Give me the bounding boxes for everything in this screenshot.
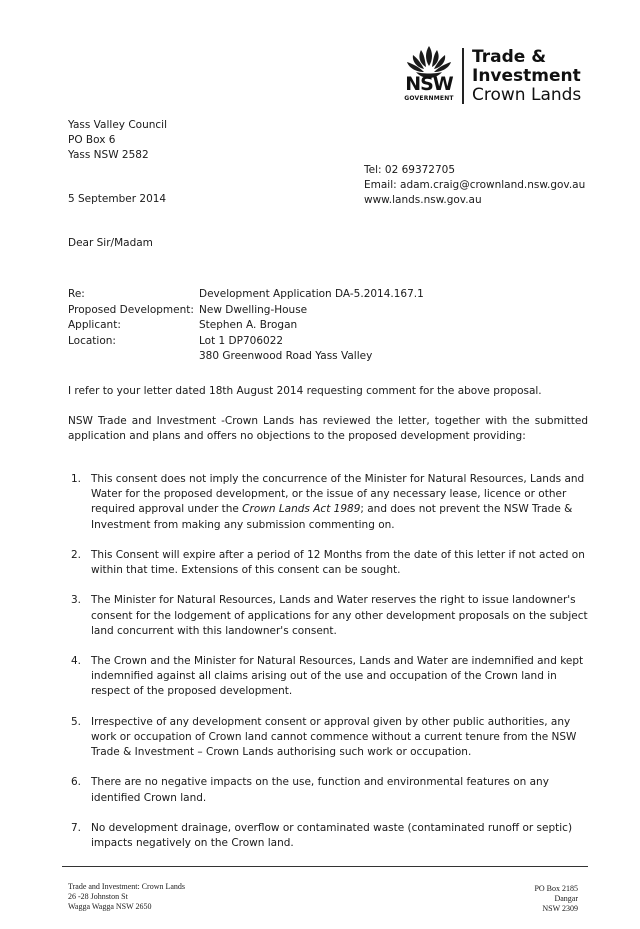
reference-label: Proposed Development:: [68, 303, 194, 316]
condition-number: 7.: [71, 821, 82, 834]
letter-date: 5 September 2014: [68, 193, 167, 205]
footer-line: NSW 2309: [542, 904, 578, 913]
salutation: Dear Sir/Madam: [68, 237, 153, 249]
condition-number: 3.: [71, 594, 82, 607]
reference-label: Applicant:: [68, 319, 121, 331]
nsw-wordmark: NSW: [405, 73, 453, 95]
department-line-2: Investment: [472, 66, 581, 86]
review-paragraph: NSW Trade and Investment -Crown Lands has reviewed the letter, together with the submitted application and plans and offers no objections to the proposed development providing:: [68, 415, 588, 443]
condition-item: [68, 472, 588, 533]
condition-number: 2.: [71, 548, 82, 561]
footer-divider: [62, 866, 588, 867]
condition-item: [68, 654, 588, 700]
footer-line: Wagga Wagga NSW 2650: [68, 902, 152, 911]
reference-label: Location:: [68, 334, 116, 347]
reference-value: Development Application DA-5.2014.167.1: [199, 288, 424, 300]
footer-line: Dangar: [554, 894, 578, 903]
condition-text: There are no negative impacts on the use, function and environmental features on any identified Crown land.: [91, 776, 549, 804]
contact-website: www.lands.nsw.gov.au: [364, 194, 482, 207]
condition-text: The Minister for Natural Resources, Lands and Water reserves the right to issue landowner's consent for the lodgement of applications for any other development proposals on the subject land concurrent with this landowner's consent.: [91, 594, 588, 637]
recipient-address: [68, 118, 167, 164]
condition-text-part: This consent does not imply the concurrence of the Minister for Natural Resources, Lands and Water for the proposed development, or the issue of any necessary lease, licence or other required approval under the: [91, 473, 585, 516]
footer-postal-address: [534, 884, 578, 914]
condition-text: The Crown and the Minister for Natural Resources, Lands and Water are indemnified and kept indemnified against all claims arising out of the use and occupation of the Crown land in respect of the proposed development.: [91, 654, 584, 698]
condition-item: [68, 775, 588, 805]
recipient-line: Yass NSW 2582: [68, 149, 149, 162]
footer-line: PO Box 2185: [534, 884, 578, 893]
condition-item: [68, 715, 588, 761]
condition-number: 1.: [71, 473, 82, 485]
department-line-1: Trade &: [472, 47, 547, 67]
condition-number: 6.: [71, 776, 82, 789]
recipient-line: Yass Valley Council: [68, 119, 168, 131]
condition-text: [91, 472, 588, 533]
footer-office-address: [68, 882, 185, 912]
intro-paragraph: I refer to your letter dated 18th August 2014 requesting comment for the above proposal.: [68, 385, 542, 397]
reference-value: Stephen A. Brogan: [199, 319, 298, 331]
condition-text: This Consent will expire after a period of 12 Months from the date of this letter if not acted on within that time. Extensions of this consent can be sought.: [91, 548, 585, 577]
department-line-3: Crown Lands: [472, 85, 582, 105]
logo-divider: [462, 48, 464, 104]
condition-item: [68, 593, 588, 639]
contact-tel: Tel: 02 69372705: [364, 164, 456, 176]
government-wordmark: GOVERNMENT: [404, 95, 454, 102]
department-name: [472, 48, 581, 105]
reference-value: New Dwelling-House: [199, 303, 308, 316]
nsw-trade-investment-logo: [396, 44, 596, 106]
condition-number: 4.: [71, 654, 82, 667]
footer-line: 26 -28 Johnston St: [68, 892, 128, 901]
recipient-line: PO Box 6: [68, 134, 116, 147]
act-name: Crown Lands Act 1989: [242, 503, 361, 516]
condition-text-part: ; and does not prevent the NSW Trade & Investment from making any submission commenting on.: [91, 503, 573, 531]
condition-text: No development drainage, overflow or contaminated waste (contaminated runoff or septic) impacts negatively on the Crown land.: [91, 821, 573, 849]
reference-value: 380 Greenwood Road Yass Valley: [199, 350, 373, 362]
conditions-list: [68, 472, 588, 866]
condition-text: Irrespective of any development consent or approval given by other public authorities, any work or occupation of Crown land cannot commence without a current tenure from the NSW Trade & Investment – Crown Lands authorising such work or occupation.: [91, 715, 577, 759]
condition-number: 5.: [71, 715, 82, 728]
reference-value: Lot 1 DP706022: [199, 334, 284, 347]
condition-item: [68, 548, 588, 578]
footer-line: Trade and Investment: Crown Lands: [68, 882, 186, 891]
condition-item: [68, 821, 588, 851]
contact-email: Email: adam.craig@crownland.nsw.gov.au: [364, 179, 586, 192]
sender-contact: [364, 163, 585, 209]
reference-label: Re:: [68, 288, 85, 300]
